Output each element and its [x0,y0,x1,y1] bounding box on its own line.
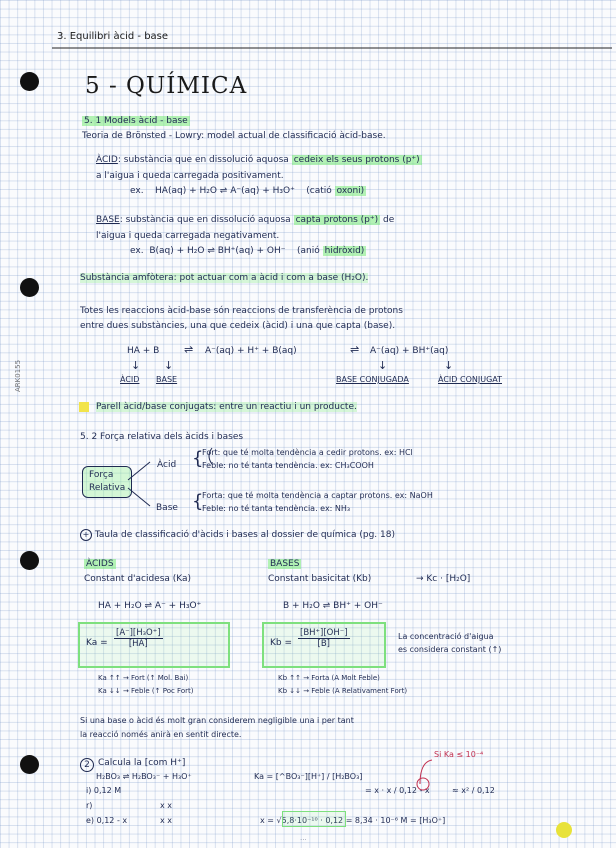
exercise-condition: Si Ka ≤ 10⁻⁴ [434,750,484,759]
acid-example: ex. HA(aq) + H₂O ⇌ A⁻(aq) + H₃O⁺ (catió oxoni) [130,186,365,196]
ka-label: Ka = [86,638,108,648]
equilibrium-arrow-icon: ⇌ [350,343,360,356]
down-arrow-icon: ↓ [164,359,174,372]
exercise-e-values: x x [160,816,173,825]
exercise-approximation: ≈ x² / 0,12 [452,786,495,795]
scheme-products: A⁻(aq) + BH⁺(aq) [370,346,449,356]
scheme-conj-acid: ÀCID CONJUGAT [438,375,502,384]
kb-high: Kb ↑↑ → Forta (A Molt Feble) [278,674,380,682]
binder-hole [20,551,39,570]
plus-circle-icon: + [80,529,92,541]
exercise-equation: H₂BO₃ ⇌ H₂BO₃⁻ + H₃O⁺ [96,772,192,781]
bases-kc: → Kc · [H₂O] [416,574,471,584]
exercise-solution: x = √5,8·10⁻¹⁰ · 0,12 = 8,34 · 10⁻⁶ M = [H₃O⁺] [260,816,446,825]
binder-hole [20,278,39,297]
ka-fraction: $\frac{\text{[A⁻][H₃O⁺]}}{[HA]}$ [116,628,161,649]
acids-equation: HA + H₂O ⇌ A⁻ + H₃O⁺ [98,601,202,611]
acid-label: ÀCID [96,155,118,165]
base-label: BASE [96,215,120,225]
binder-hole [20,755,39,774]
acid-weak: Feble: no té tanta tendència. ex: CH₃COOH [202,461,374,470]
footer-mark: ... [300,834,307,842]
conjugate-pair-note: Parell àcid/base conjugats: entre un reactiu i un producte. [96,402,357,412]
down-arrow-icon: ↓ [378,359,388,372]
section-1-heading: 5. 1 Models àcid - base [84,116,188,126]
scheme-reactants: HA + B [127,346,160,356]
page-title: 5 - QUÍMICA [85,73,248,99]
exercise-row-i: i) 0,12 M [86,786,122,795]
bronsted-intro: Teoria de Brönsted - Lowry: model actual de classificació àcid-base. [82,131,386,141]
acids-title: ÀCIDS [86,559,114,569]
reactions-line-2: entre dues substàncies, una que cedeix (àcid) i una que capta (base). [80,321,396,331]
kb-fraction: $\frac{[BH^+][OH^-]}{[B]}$ [300,628,348,649]
condition-arrow-icon [418,756,440,786]
exercise-substitution: = x · x / 0,12 - x [365,786,430,795]
solution-highlight [282,811,346,827]
acid-strong: Fort: que té molta tendència a cedir protons. ex: HCl [202,448,413,457]
base-word: Base [156,503,178,513]
water-note-1: La concentració d'aigua [398,632,494,641]
down-arrow-icon: ↓ [444,359,454,372]
equilibrium-arrow-icon: ⇌ [184,343,194,356]
header-rule [52,46,612,50]
scheme-base: BASE [156,375,178,384]
base-example: ex. B(aq) + H₂O ⇌ BH⁺(aq) + OH⁻ (anió hidròxid) [130,246,365,256]
weak-note-2: la reacció només anirà en sentit directe. [80,730,242,739]
brace-icon: { [192,491,204,512]
base-weak: Feble: no té tanta tendència. ex: NH₃ [202,504,351,513]
base-definition-2: l'aigua i queda carregada negativament. [96,231,280,241]
exercise-task: Calcula la [com H⁺] [98,758,186,768]
down-arrow-icon: ↓ [131,359,141,372]
bases-equation: B + H₂O ⇌ BH⁺ + OH⁻ [283,601,383,611]
exercise-row-e: e) 0,12 - x [86,816,128,825]
binder-hole [20,72,39,91]
kb-label: Kb = [270,638,293,648]
exercise-r-values: x x [160,801,173,810]
section-2-heading: 5. 2 Força relativa dels àcids i bases [80,432,244,442]
amphoteric-note: Substància amfòtera: pot actuar com a àcid i com a base (H₂O). [80,273,369,283]
exercise-number: 2 [80,758,94,772]
yellow-sticker-icon [556,822,572,838]
acids-constant: Constant d'acidesa (Ka) [84,574,192,584]
base-strong: Forta: que té molta tendència a captar protons. ex: NaOH [202,491,433,500]
scheme-conj-base: BASE CONJUGADA [336,375,409,384]
acid-definition-2: a l'aigua i queda carregada positivament. [96,171,284,181]
scheme-middle: A⁻(aq) + H⁺ + B(aq) [205,346,297,356]
ka-low: Ka ↓↓ → Feble (↑ Poc Fort) [98,687,194,695]
acid-definition: ÀCID: substància que en dissolució aquosa cedeix els seus protons (p⁺) [96,155,420,165]
kb-low: Kb ↓↓ → Feble (A Relativament Fort) [278,687,408,695]
scheme-acid: ÀCID [120,375,140,384]
side-code: ARK0155 [14,359,22,392]
exercise-row-r: r) [86,801,93,810]
chapter-header: 3. Equilibri àcid - base [57,31,169,42]
table-note: + Taula de classificació d'àcids i bases al dossier de química (pg. 18) [80,529,395,541]
exercise-ka-expression: Ka = [^BO₃⁻][H⁺] / [H₂BO₃] [254,772,363,781]
acid-word: Àcid [157,460,177,470]
ka-high: Ka ↑↑ → Fort (↑ Mol. Bai) [98,674,189,682]
brace-icon: { [192,448,204,469]
bases-title: BASES [270,559,300,569]
water-note-2: es considera constant (↑) [398,645,502,654]
bases-constant: Constant basicitat (Kb) [268,574,372,584]
yellow-marker-icon [79,402,89,412]
reactions-line-1: Totes les reaccions àcid-base són reaccions de transferència de protons [80,306,403,316]
weak-note-1: Si una base o àcid és molt gran considerem negligible una i per tant [80,716,354,725]
force-box: Força Relativa [82,466,132,498]
base-definition: BASE: substància que en dissolució aquosa capta protons (p⁺) de [96,215,395,225]
